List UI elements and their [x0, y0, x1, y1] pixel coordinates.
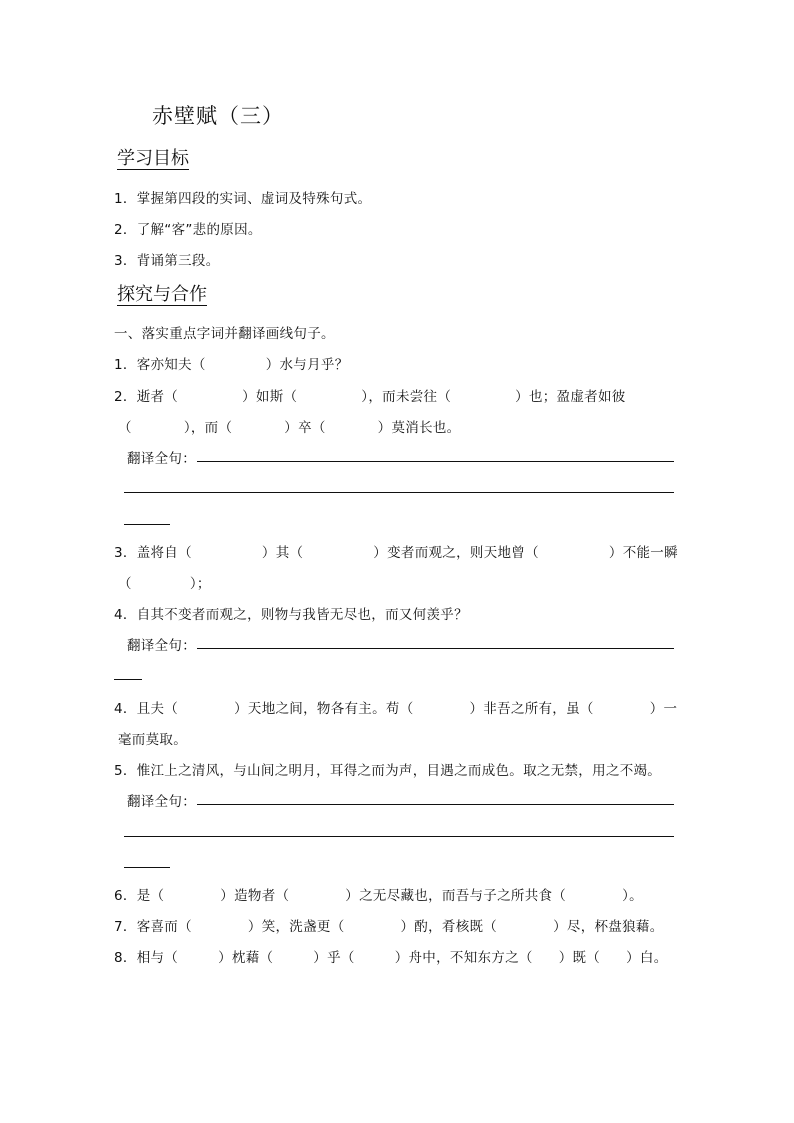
question-text: ）舟中，不知东方之（	[394, 950, 533, 966]
question-text: ）。	[622, 888, 643, 904]
question-text: ）非吾之所有，虽（	[469, 701, 594, 717]
question-text: 1．客亦知夫（	[114, 357, 206, 373]
question-4b-cont: 毫而莫取。	[118, 732, 187, 748]
translate-label: 翻译全句：	[127, 451, 196, 467]
question-text: 3．盖将自（	[114, 545, 192, 561]
question-text: ）莫消长也。	[377, 420, 461, 436]
task-heading: 一、落实重点字词并翻译画线句子。	[114, 326, 335, 342]
translate-label: 翻译全句：	[127, 638, 196, 654]
page-title: 赤壁赋（三）	[152, 104, 284, 128]
goal-item-2: 2．了解“客”悲的原因。	[114, 222, 262, 238]
question-text: 6．是（	[114, 888, 165, 904]
question-5: 5．惟江上之清风，与山间之明月，耳得之而为声，目遇之而成色。取之无禁，用之不竭。	[114, 763, 662, 779]
question-4: 4．自其不变者而观之，则物与我皆无尽也，而又何羡乎？	[114, 607, 468, 623]
question-text: ）一	[649, 701, 678, 717]
question-text: ），而未尝往（	[361, 389, 452, 405]
translation-line[interactable]	[197, 648, 674, 649]
question-text: ）变者而观之，则天地曾（	[373, 545, 539, 561]
question-6	[114, 884, 643, 904]
translation-line[interactable]	[124, 836, 674, 837]
question-7	[114, 915, 664, 935]
question-text: ），而（	[183, 420, 233, 436]
question-text: ）酌，肴核既（	[400, 919, 498, 935]
question-text: ）；	[189, 576, 211, 592]
translation-line[interactable]	[197, 804, 674, 805]
question-text: 4．且夫（	[114, 701, 179, 717]
question-4b	[114, 697, 677, 717]
question-text: （	[118, 576, 132, 592]
translation-line[interactable]	[197, 461, 674, 462]
question-text: ）水与月乎？	[265, 357, 349, 373]
question-text: ）造物者（	[220, 888, 290, 904]
question-text: ）不能一瞬	[608, 545, 678, 561]
question-text: （	[118, 420, 132, 436]
question-text: ）既（	[558, 950, 601, 966]
question-text: ）笑，洗盏更（	[247, 919, 345, 935]
question-2-cont	[118, 416, 460, 436]
translation-line[interactable]	[124, 524, 170, 525]
translation-line[interactable]	[124, 867, 170, 868]
question-2	[114, 385, 626, 405]
translation-line[interactable]	[124, 492, 674, 493]
question-3-cont	[118, 572, 211, 592]
question-text: ）天地之间，物各有主。苟（	[234, 701, 414, 717]
question-text: ）白。	[626, 950, 668, 966]
section-heading-goals: 学习目标	[113, 142, 193, 176]
goal-item-3: 3．背诵第三段。	[114, 253, 220, 269]
goal-item-1: 1．掌握第四段的实词、虚词及特殊句式。	[114, 191, 372, 207]
question-text: 7．客喜而（	[114, 919, 192, 935]
question-text: ）枕藉（	[218, 950, 274, 966]
question-text: 2．逝者（	[114, 389, 179, 405]
question-text: ）也；盈虚者如彼	[515, 389, 626, 405]
question-8	[114, 946, 668, 966]
question-text: ）其（	[261, 545, 304, 561]
question-text: ）之无尽藏也，而吾与子之所共食（	[345, 888, 567, 904]
translation-line[interactable]	[114, 679, 142, 680]
question-text: 8．相与（	[114, 950, 179, 966]
section-heading-explore: 探究与合作	[113, 278, 211, 312]
question-text: ）乎（	[313, 950, 355, 966]
question-text: ）卒（	[284, 420, 326, 436]
question-1	[114, 353, 349, 373]
question-3	[114, 541, 678, 561]
translate-label: 翻译全句：	[127, 794, 196, 810]
question-text: ）尽，杯盘狼藉。	[553, 919, 664, 935]
question-text: ）如斯（	[242, 389, 298, 405]
